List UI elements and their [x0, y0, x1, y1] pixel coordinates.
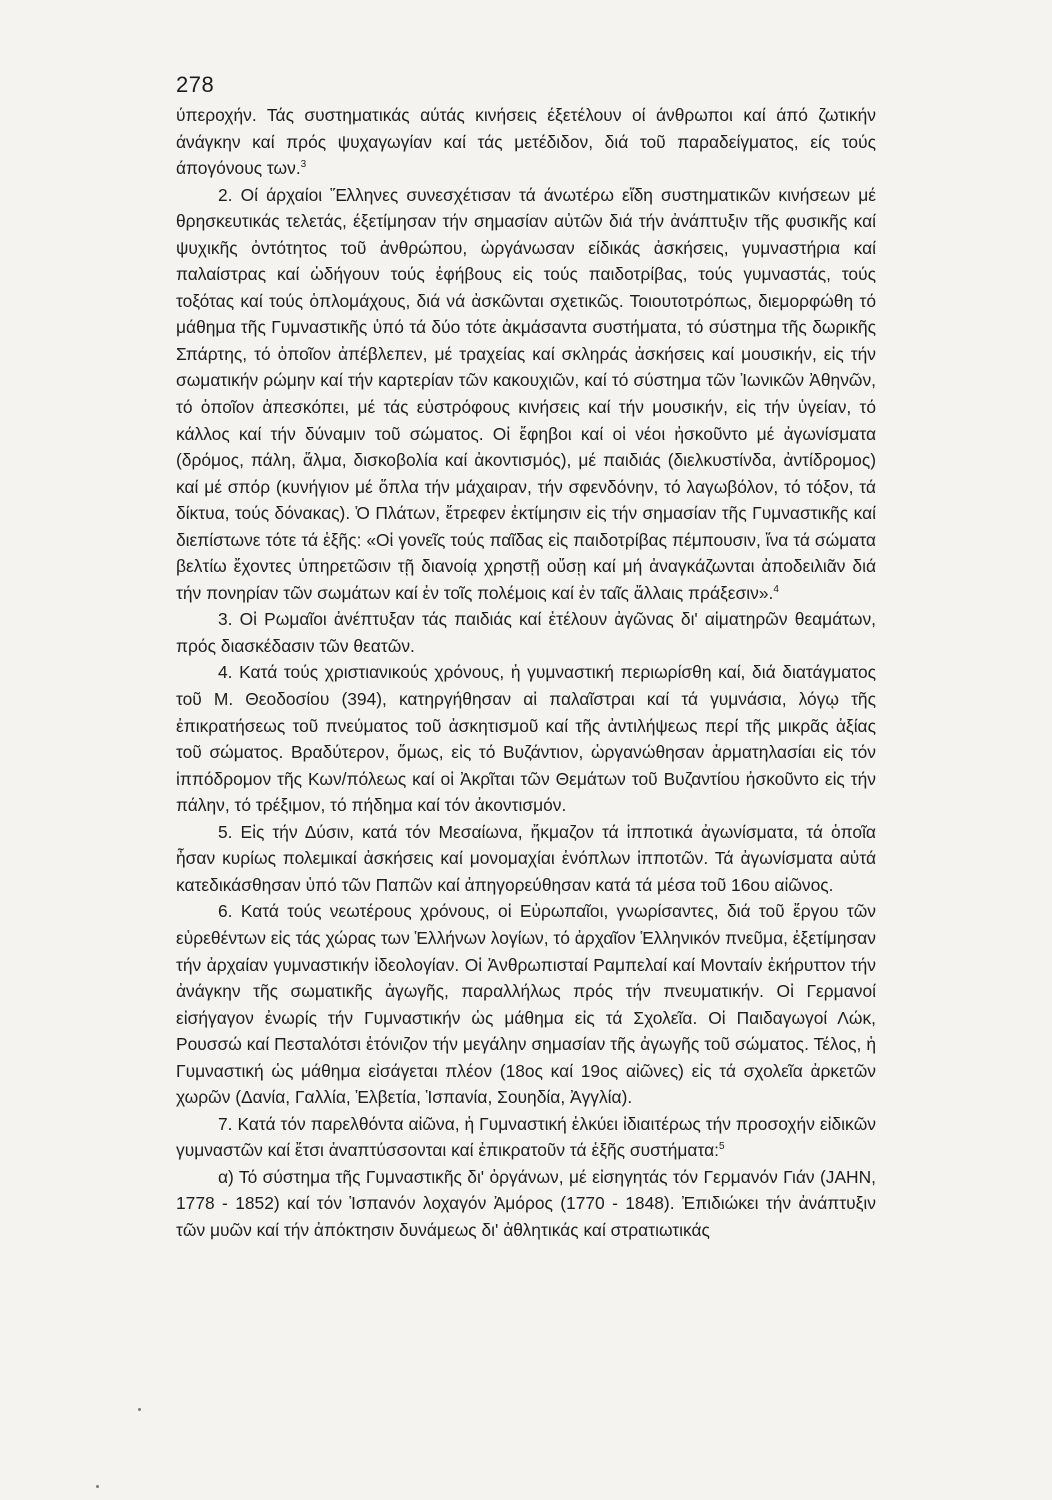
paragraph-text: 3. Οἱ Ρωμαῖοι ἀνέπτυξαν τάς παιδιάς καί ἐτέλουν ἀγῶνας δι' αἱματηρῶν θεαμάτων, πρός διασκέδασιν τῶν θεατῶν.	[176, 609, 876, 656]
paragraph-text: α) Τό σύστημα τῆς Γυμναστικῆς δι' ὀργάνων, μέ εἰσηγητάς τόν Γερμανόν Γιάν (JAHN, 1778 - 1852) καί τόν Ἱσπανόν λοχαγόν Ἀμόρος (1770 - 1848). Ἐπιδιώκει τήν ἀνάπτυξιν τῶν μυῶν καί τήν ἀπόκτησιν δυνάμεως δι' ἀθλητικάς καί στρατιωτικάς	[176, 1166, 876, 1240]
paragraph-6	[176, 898, 876, 1110]
paragraph-text: 2. Οί άρχαίοι Ἕλληνες συνεσχέτισαν τά άνωτέρω εἴδη συστηματικῶν κινήσεων μέ θρησκευτικάς τελετάς, έξετίμησαν τήν σημασίαν αὐτῶν διά τήν ἀνάπτυξιν τῆς φυσικῆς καί ψυχικῆς ὀντότητος τοῦ ἀνθρώπου, ὠργάνωσαν είδικάς ἀσκήσεις, γυμναστήρια καί παλαίστρας καί ὡδήγουν τούς ἐφήβους εἰς τούς παιδοτρίβας, τούς γυμναστάς, τούς τοξότας καί τούς ὁπλομάχους, διά νά ἀσκῶνται σχετικῶς. Τοιουτοτρόπως, διεμορφώθη τό μάθημα τῆς Γυμναστικῆς ὑπό τά δύο τότε ἀκμάσαντα συστήματα, τό σύστημα τῆς δωρικῆς Σπάρτης, τό ὁποῖον ἀπέβλεπεν, μέ τραχείας καί σκληράς ἀσκήσεις καί μουσικήν, εἰς τήν σωματικήν ρώμην καί τήν καρτερίαν τῶν κακουχιῶν, καί τό σύστημα τῶν Ἰωνικῶν Ἀθηνῶν, τό ὁποῖον ἀπεσκόπει, μέ τάς εὐστρόφους κινήσεις καί τήν μουσικήν, εἰς τήν ὑγείαν, τό κάλλος καί τήν δύναμιν τοῦ σώματος. Οἱ ἔφηβοι καί οἱ νέοι ἠσκοῦντο μέ ἀγωνίσματα (δρόμος, πάλη, ἅλμα, δισκοβολία καί ἀκοντισμός), μέ παιδιάς (διελκυστίνδα, ἀντίδρομος) καί μέ σπόρ (κυνήγιον μέ ὅπλα τήν μάχαιραν, τήν σφενδόνην, τό λαγωβόλον, τό τόξον, τά δίκτυα, τούς δόνακας). Ὁ Πλάτων, ἔτρεφεν ἐκτίμησιν εἰς τήν σημασίαν τῆς Γυμναστικῆς καί διεπίστωνε τότε τά ἑξῆς: «Οἱ γονεῖς τούς παῖδας εἰς παιδοτρίβας πέμπουσιν, ἵνα τά σώματα βελτίω ἔχοντες ὑπηρετῶσιν τῇ διανοίᾳ χρηστῇ οὔσῃ καί μή ἀναγκάζωνται ἀποδειλιᾶν διά τήν πονηρίαν τῶν σωμάτων καί ἐν τοῖς πολέμοις καί ἐν ταῖς ἄλλαις πράξεσιν».	[176, 184, 876, 603]
paper-speck	[138, 1408, 141, 1411]
footnote-ref: 4	[773, 584, 779, 596]
paragraph-5	[176, 819, 876, 899]
paragraph-text: 7. Κατά τόν παρελθόντα αἰῶνα, ἡ Γυμναστική ἑλκύει ἰδιαιτέρως τήν προσοχήν εἰδικῶν γυμναστῶν καί ἔτσι ἀναπτύσσονται καί ἐπικρατοῦν τά ἑξῆς συστήματα:	[176, 1113, 876, 1161]
paragraph-text: ύπεροχήν. Τάς συστηματικάς αύτάς κινήσεις έξετέλουν οί άνθρωποι καί άπό ζωτικήν άνάγκην καί πρός ψυχαγωγίαν καί τάς μετέδιδον, διά τοῦ παραδείγματος, είς τούς άπογόνους των.	[176, 105, 876, 179]
body-text	[176, 102, 876, 1244]
paragraph-text: 6. Κατά τούς νεωτέρους χρόνους, οἱ Εὐρωπαῖοι, γνωρίσαντες, διά τοῦ ἔργου τῶν εὑρεθέντων εἰς τάς χώρας των Ἑλλήνων λογίων, τό ἀρχαῖον Ἑλληνικόν πνεῦμα, ἐξετίμησαν τήν ἀρχαίαν γυμναστικήν ἰδεολογίαν. Οἱ Ἀνθρωπισταί Ραμπελαί καί Μονταίν ἐκήρυττον τήν ἀνάγκην τῆς σωματικῆς ἀγωγῆς, παραλλήλως πρός τήν πνευματικήν. Οἱ Γερμανοί εἰσήγαγον ἐνωρίς τήν Γυμναστικήν ὡς μάθημα εἰς τά Σχολεῖα. Οἱ Παιδαγωγοί Λώκ, Ρουσσώ καί Πεσταλότσι ἐτόνιζον τήν μεγάλην σημασίαν τῆς ἀγωγῆς τοῦ σώματος. Τέλος, ἡ Γυμναστική ὡς μάθημα εἰσάγεται πλέον (18ος καί 19ος αἰῶνες) εἰς τά σχολεῖα ἀρκετῶν χωρῶν (Δανία, Γαλλία, Ἑλβετία, Ἱσπανία, Σουηδία, Ἀγγλία).	[176, 901, 876, 1108]
paragraph-7	[176, 1111, 876, 1164]
footnote-ref: 3	[300, 159, 307, 171]
paragraph-text: 4. Κατά τούς χριστιανικούς χρόνους, ἡ γυμναστική περιωρίσθη καί, διά διατάγματος τοῦ Μ. Θεοδοσίου (394), κατηργήθησαν αἱ παλαῖστραι καί τά γυμνάσια, λόγῳ τῆς ἐπικρατήσεως τοῦ πνεύματος τοῦ ἀσκητισμοῦ καί τῆς ἀντιλήψεως περί τῆς μικρᾶς ἀξίας τοῦ σώματος. Βραδύτερον, ὅμως, εἰς τό Βυζάντιον, ὡργανώθησαν ἁρματηλασίαι εἰς τόν ἱππόδρομον τῆς Κων/πόλεως καί οἱ Ἀκρῖται τῶν Θεμάτων τοῦ Βυζαντίου ἠσκοῦντο εἰς τήν πάλην, τό τρέξιμον, τό πήδημα καί τόν ἀκοντισμόν.	[176, 662, 876, 816]
paragraph-8	[176, 1164, 876, 1244]
footnote-ref: 5	[718, 1141, 725, 1153]
paragraph-3	[176, 606, 876, 659]
paragraph-text: 5. Εἰς τήν Δύσιν, κατά τόν Μεσαίωνα, ἤκμαζον τά ἱπποτικά ἀγωνίσματα, τά ὁποῖα ἦσαν κυρίως πολεμικαί ἀσκήσεις καί μονομαχίαι ἐνόπλων ἱπποτῶν. Τά ἀγωνίσματα αὐτά κατεδικάσθησαν ὑπό τῶν Παπῶν καί ἀπηγορεύθησαν κατά τά μέσα τοῦ 16ου αἰῶνος.	[176, 821, 876, 895]
paragraph-2	[176, 182, 876, 607]
page-number: 278	[176, 72, 215, 97]
paragraph-4	[176, 659, 876, 818]
paragraph-1	[176, 102, 876, 182]
paper-speck	[96, 1485, 99, 1488]
